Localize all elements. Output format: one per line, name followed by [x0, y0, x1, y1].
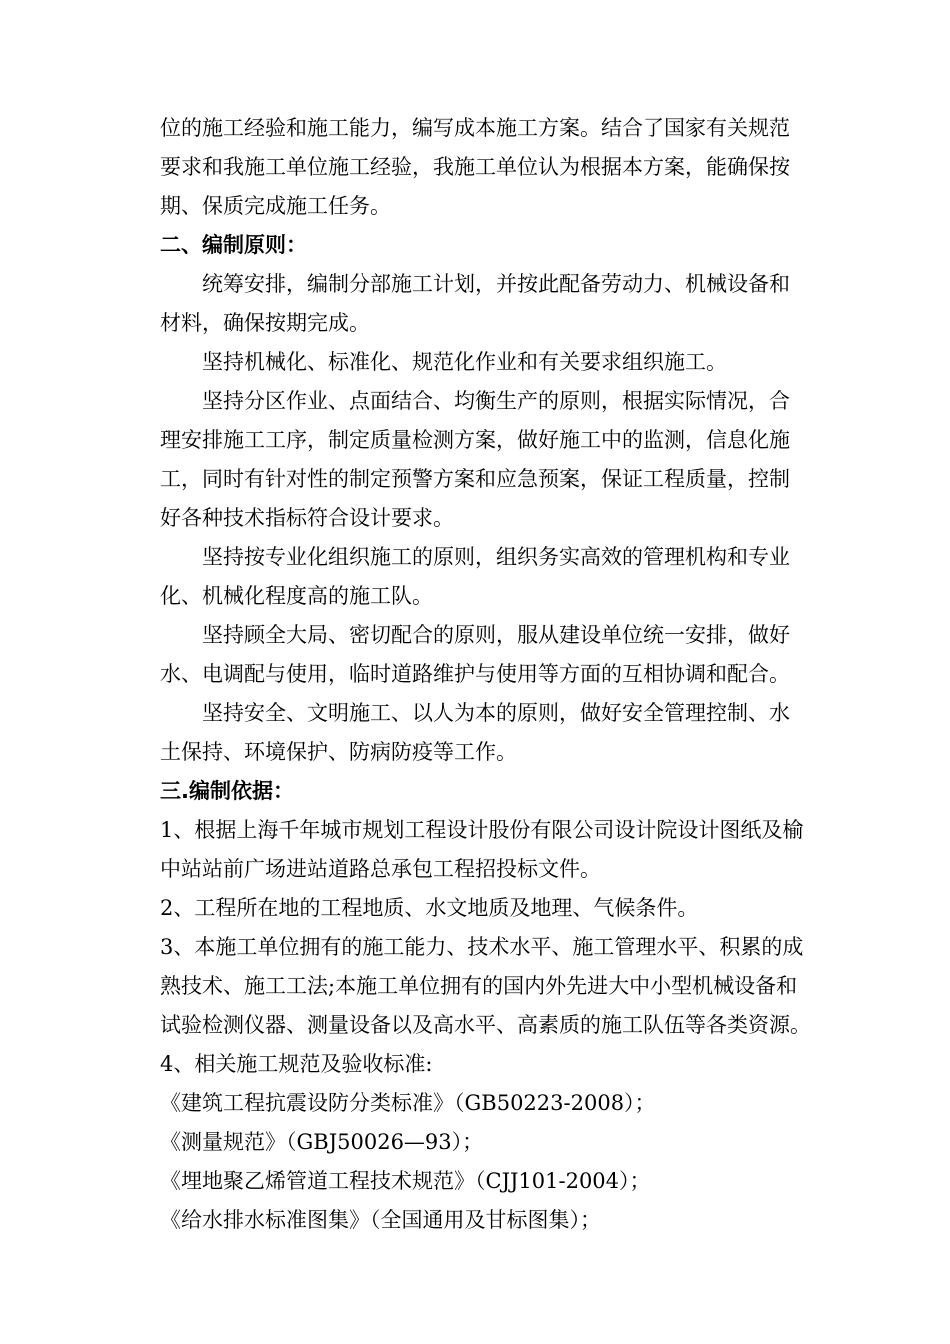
- section-3-heading: 三.编制依据：: [160, 779, 294, 803]
- text-line: 统筹安排，编制分部施工计划，并按此配备劳动力、机械设备和: [202, 272, 790, 296]
- text-line: 熟技术、施工工法;本施工单位拥有的国内外先进大中小型机械设备和: [160, 974, 798, 998]
- list-item-line: [0, 967, 950, 1005]
- list-item-line: [0, 1006, 950, 1044]
- text-line: 工，同时有针对性的制定预警方案和应急预案，保证工程质量，控制: [160, 467, 790, 491]
- text-line: 坚持安全、文明施工、以人为本的原则，做好安全管理控制、水: [202, 701, 790, 725]
- paragraph-line: [0, 694, 950, 732]
- paragraph-line: [0, 616, 950, 654]
- list-item-line: [0, 811, 950, 849]
- text-line: 理安排施工工序，制定质量检测方案，做好施工中的监测，信息化施: [160, 428, 790, 452]
- text-line: 坚持按专业化组织施工的原则，组织务实高效的管理机构和专业: [202, 545, 790, 569]
- text-line: 期、保质完成施工任务。: [160, 194, 391, 218]
- section-heading: [0, 772, 950, 810]
- text-line: 材料，确保按期完成。: [160, 311, 370, 335]
- paragraph-line: [0, 655, 950, 693]
- text-line: 土保持、环境保护、防病防疫等工作。: [160, 740, 517, 764]
- paragraph-line: [0, 499, 950, 537]
- standard-line: [0, 1162, 950, 1200]
- text-line: 坚持顾全大局、密切配合的原则，服从建设单位统一安排，做好: [202, 623, 790, 647]
- intro-line: [0, 187, 950, 225]
- paragraph-line: [0, 421, 950, 459]
- list-item-line: [0, 889, 950, 927]
- text-line: 中站站前广场进站道路总承包工程招投标文件。: [160, 857, 601, 881]
- paragraph-line: [0, 265, 950, 303]
- list-item-line: [0, 928, 950, 966]
- standard-item: 《测量规范》（GBJ50026—93）；: [160, 1130, 484, 1154]
- section-heading: [0, 226, 950, 264]
- text-line: 3、本施工单位拥有的施工能力、技术水平、施工管理水平、积累的成: [160, 935, 804, 959]
- standard-line: [0, 1123, 950, 1161]
- paragraph-line: [0, 343, 950, 381]
- text-line: 试验检测仪器、测量设备以及高水平、高素质的施工队伍等各类资源。: [160, 1013, 811, 1037]
- section-2-heading: 二、编制原则：: [160, 233, 307, 257]
- text-line: 位的施工经验和施工能力，编写成本施工方案。结合了国家有关规范: [160, 116, 790, 140]
- paragraph-line: [0, 577, 950, 615]
- text-line: 1、根据上海千年城市规划工程设计股份有限公司设计院设计图纸及榆: [160, 818, 804, 842]
- text-line: 要求和我施工单位施工经验，我施工单位认为根据本方案，能确保按: [160, 155, 790, 179]
- text-line: 好各种技术指标符合设计要求。: [160, 506, 454, 530]
- paragraph-line: [0, 304, 950, 342]
- paragraph-line: [0, 460, 950, 498]
- list-item-line: [0, 1045, 950, 1083]
- text-line: 4、相关施工规范及验收标准:: [160, 1052, 433, 1076]
- text-line: 水、电调配与使用，临时道路维护与使用等方面的互相协调和配合。: [160, 662, 790, 686]
- standard-item: 《给水排水标准图集》（全国通用及甘标图集）；: [160, 1208, 601, 1232]
- intro-line: [0, 148, 950, 186]
- standard-item: 《埋地聚乙烯管道工程技术规范》（CJJ101-2004）；: [160, 1169, 651, 1193]
- list-item-line: [0, 850, 950, 888]
- paragraph-line: [0, 538, 950, 576]
- standard-line: [0, 1084, 950, 1122]
- text-line: 坚持分区作业、点面结合、均衡生产的原则，根据实际情况，合: [202, 389, 790, 413]
- text-line: 坚持机械化、标准化、规范化作业和有关要求组织施工。: [202, 350, 727, 374]
- intro-line: [0, 109, 950, 147]
- paragraph-line: [0, 733, 950, 771]
- standard-item: 《建筑工程抗震设防分类标准》（GB50223-2008）；: [160, 1091, 656, 1115]
- paragraph-line: [0, 382, 950, 420]
- standard-line: [0, 1201, 950, 1239]
- text-line: 化、机械化程度高的施工队。: [160, 584, 433, 608]
- text-line: 2、工程所在地的工程地质、水文地质及地理、气候条件。: [160, 896, 699, 920]
